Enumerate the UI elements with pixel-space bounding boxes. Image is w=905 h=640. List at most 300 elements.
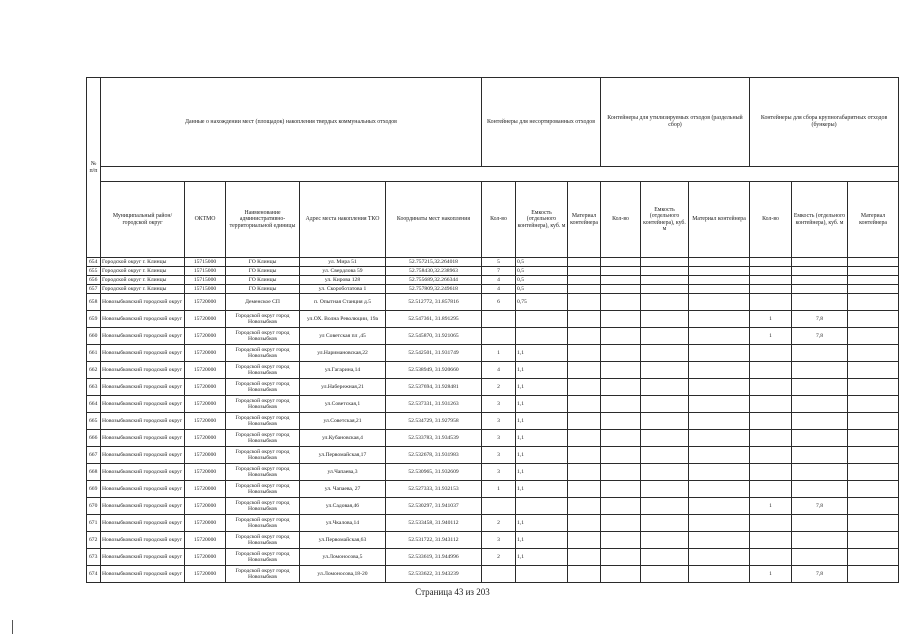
row-capacity-unsorted: 0,5 (516, 258, 568, 267)
row-count-bulky (750, 294, 792, 311)
row-coords: 52.755689,32.266344 (386, 276, 482, 285)
row-number: 659 (87, 311, 101, 328)
row-settlement: Городской округ город Новозыбков (226, 328, 300, 345)
row-material-recyclable (689, 379, 750, 396)
row-capacity-unsorted: 1,1 (516, 464, 568, 481)
row-count-recyclable (601, 413, 641, 430)
row-oktmo: 15715000 (185, 276, 226, 285)
row-oktmo: 15720000 (185, 515, 226, 532)
row-number: 657 (87, 285, 101, 294)
row-oktmo: 15720000 (185, 362, 226, 379)
row-capacity-unsorted: 1,1 (516, 532, 568, 549)
row-capacity-recyclable (641, 294, 689, 311)
row-material-unsorted (568, 294, 601, 311)
row-material-bulky (848, 267, 899, 276)
row-capacity-bulky (792, 267, 848, 276)
row-count-recyclable (601, 498, 641, 515)
row-material-bulky (848, 430, 899, 447)
row-material-recyclable (689, 498, 750, 515)
row-coords: 52.532678, 31.931983 (386, 447, 482, 464)
row-count-recyclable (601, 294, 641, 311)
row-count-unsorted: 1 (482, 345, 516, 362)
row-material-unsorted (568, 362, 601, 379)
row-material-recyclable (689, 362, 750, 379)
row-count-unsorted: 4 (482, 276, 516, 285)
row-capacity-bulky (792, 532, 848, 549)
row-material-unsorted (568, 481, 601, 498)
row-address: ул. Свердлова 59 (300, 267, 386, 276)
row-count-recyclable (601, 362, 641, 379)
row-address: ул.Советская,1 (300, 396, 386, 413)
row-coords: 52.533458, 31.940112 (386, 515, 482, 532)
row-oktmo: 15720000 (185, 464, 226, 481)
row-district: Новозыбковский городской округ (101, 413, 185, 430)
row-count-unsorted (482, 498, 516, 515)
header-group-unsorted: Контейнеры для несортированных отходов (482, 78, 601, 167)
row-number: 665 (87, 413, 101, 430)
header-group-main: Данные о нахождении мест (площадок) накопления твердых коммунальных отходов (101, 78, 482, 167)
row-coords: 52.533622, 31.943239 (386, 566, 482, 583)
row-count-bulky (750, 362, 792, 379)
row-address: ул.Садовая,46 (300, 498, 386, 515)
row-count-unsorted: 5 (482, 258, 516, 267)
row-number: 655 (87, 267, 101, 276)
row-coords: 52.531722, 31.943112 (386, 532, 482, 549)
row-capacity-recyclable (641, 276, 689, 285)
row-capacity-recyclable (641, 267, 689, 276)
row-oktmo: 15720000 (185, 294, 226, 311)
header-count-bulky: Кол-во (750, 182, 792, 258)
header-district: Муниципальный район/городской округ (101, 182, 185, 258)
row-material-bulky (848, 294, 899, 311)
row-count-bulky (750, 258, 792, 267)
row-count-recyclable (601, 276, 641, 285)
row-settlement: Деменское СП (226, 294, 300, 311)
row-address: ул.Кубановская,4 (300, 430, 386, 447)
row-address: ул.Чкалова,14 (300, 515, 386, 532)
row-count-bulky (750, 481, 792, 498)
row-capacity-recyclable (641, 566, 689, 583)
table-row (87, 328, 899, 345)
table-row (87, 515, 899, 532)
row-settlement: Городской округ город Новозыбков (226, 362, 300, 379)
row-material-recyclable (689, 294, 750, 311)
row-oktmo: 15720000 (185, 396, 226, 413)
table-row (87, 481, 899, 498)
row-material-bulky (848, 379, 899, 396)
row-count-bulky (750, 285, 792, 294)
header-spacer-cell (101, 167, 899, 182)
row-material-bulky (848, 498, 899, 515)
row-settlement: Городской округ город Новозыбков (226, 464, 300, 481)
row-number: 658 (87, 294, 101, 311)
row-material-recyclable (689, 549, 750, 566)
row-count-recyclable (601, 464, 641, 481)
row-coords: 52.527333, 31.932153 (386, 481, 482, 498)
row-capacity-recyclable (641, 481, 689, 498)
row-district: Новозыбковский городской округ (101, 362, 185, 379)
row-material-unsorted (568, 447, 601, 464)
row-capacity-recyclable (641, 549, 689, 566)
row-count-unsorted: 3 (482, 447, 516, 464)
row-oktmo: 15720000 (185, 379, 226, 396)
row-coords: 52.545870, 31.921065 (386, 328, 482, 345)
row-count-bulky (750, 413, 792, 430)
row-material-recyclable (689, 464, 750, 481)
row-district: Городской округ г. Клинцы (101, 258, 185, 267)
row-material-bulky (848, 515, 899, 532)
row-address: ул.Ломоносова,18-20 (300, 566, 386, 583)
row-count-bulky (750, 515, 792, 532)
row-material-bulky (848, 311, 899, 328)
row-capacity-bulky: 7,8 (792, 566, 848, 583)
row-count-bulky (750, 276, 792, 285)
row-capacity-unsorted: 1,1 (516, 379, 568, 396)
header-capacity-unsorted: Емкость (отдельного контейнера), куб. м (516, 182, 568, 258)
row-material-bulky (848, 447, 899, 464)
row-count-recyclable (601, 532, 641, 549)
row-material-unsorted (568, 379, 601, 396)
row-coords: 52.537331, 31.931263 (386, 396, 482, 413)
row-capacity-unsorted (516, 566, 568, 583)
row-number: 662 (87, 362, 101, 379)
row-count-unsorted (482, 328, 516, 345)
row-material-bulky (848, 549, 899, 566)
row-number: 663 (87, 379, 101, 396)
row-count-bulky (750, 447, 792, 464)
row-number: 667 (87, 447, 101, 464)
row-count-unsorted (482, 311, 516, 328)
header-row-groups (87, 78, 899, 167)
header-count-recyclable: Кол-во (601, 182, 641, 258)
row-count-bulky (750, 532, 792, 549)
row-material-unsorted (568, 430, 601, 447)
row-capacity-bulky (792, 258, 848, 267)
row-capacity-unsorted: 1,1 (516, 481, 568, 498)
row-material-recyclable (689, 328, 750, 345)
row-settlement: Городской округ город Новозыбков (226, 481, 300, 498)
row-material-bulky (848, 396, 899, 413)
row-district: Новозыбковский городской округ (101, 345, 185, 362)
row-number: 669 (87, 481, 101, 498)
row-coords: 52.537694, 31.928481 (386, 379, 482, 396)
row-district: Новозыбковский городской округ (101, 549, 185, 566)
row-oktmo: 15715000 (185, 285, 226, 294)
row-settlement: ГО Клинцы (226, 276, 300, 285)
row-capacity-bulky (792, 294, 848, 311)
row-district: Новозыбковский городской округ (101, 515, 185, 532)
row-capacity-recyclable (641, 464, 689, 481)
row-oktmo: 15720000 (185, 413, 226, 430)
row-material-unsorted (568, 413, 601, 430)
row-count-recyclable (601, 285, 641, 294)
row-count-bulky (750, 345, 792, 362)
row-settlement: Городской округ город Новозыбков (226, 549, 300, 566)
row-material-unsorted (568, 464, 601, 481)
row-capacity-bulky (792, 285, 848, 294)
row-capacity-bulky (792, 276, 848, 285)
table-row (87, 294, 899, 311)
row-capacity-unsorted (516, 498, 568, 515)
table-row (87, 396, 899, 413)
row-material-recyclable (689, 267, 750, 276)
row-number: 656 (87, 276, 101, 285)
table-row (87, 362, 899, 379)
row-capacity-unsorted: 1,1 (516, 447, 568, 464)
row-count-unsorted: 2 (482, 515, 516, 532)
row-coords: 52.533619, 31.944996 (386, 549, 482, 566)
row-coords: 52.758430,32.238963 (386, 267, 482, 276)
row-coords: 52.534729, 31.927958 (386, 413, 482, 430)
row-capacity-recyclable (641, 258, 689, 267)
row-settlement: ГО Клинцы (226, 285, 300, 294)
row-district: Новозыбковский городской округ (101, 311, 185, 328)
table-row (87, 413, 899, 430)
row-oktmo: 15720000 (185, 532, 226, 549)
header-count-unsorted: Кол-во (482, 182, 516, 258)
row-material-recyclable (689, 285, 750, 294)
table-row (87, 464, 899, 481)
row-district: Новозыбковский городской округ (101, 379, 185, 396)
header-group-bulky: Контейнеры для сбора крупногабаритных отходов (бункеры) (750, 78, 899, 167)
row-district: Новозыбковский городской округ (101, 294, 185, 311)
row-capacity-bulky (792, 549, 848, 566)
row-material-unsorted (568, 285, 601, 294)
row-district: Новозыбковский городской округ (101, 498, 185, 515)
row-material-bulky (848, 481, 899, 498)
header-material-unsorted: Материал контейнера (568, 182, 601, 258)
row-capacity-unsorted: 1,1 (516, 515, 568, 532)
row-capacity-recyclable (641, 515, 689, 532)
row-capacity-recyclable (641, 396, 689, 413)
row-material-recyclable (689, 345, 750, 362)
row-number: 668 (87, 464, 101, 481)
row-capacity-recyclable (641, 430, 689, 447)
row-capacity-bulky: 7,8 (792, 498, 848, 515)
row-oktmo: 15720000 (185, 311, 226, 328)
row-material-recyclable (689, 532, 750, 549)
row-capacity-unsorted (516, 311, 568, 328)
row-count-bulky: 1 (750, 328, 792, 345)
row-capacity-recyclable (641, 285, 689, 294)
row-count-bulky: 1 (750, 566, 792, 583)
table-row (87, 267, 899, 276)
row-oktmo: 15720000 (185, 430, 226, 447)
row-oktmo: 15720000 (185, 345, 226, 362)
row-number: 671 (87, 515, 101, 532)
table-row (87, 532, 899, 549)
row-capacity-unsorted: 1,1 (516, 549, 568, 566)
row-oktmo: 15720000 (185, 566, 226, 583)
header-oktmo: ОКТМО (185, 182, 226, 258)
row-material-recyclable (689, 413, 750, 430)
row-settlement: Городской округ город Новозыбков (226, 413, 300, 430)
row-capacity-recyclable (641, 311, 689, 328)
row-oktmo: 15720000 (185, 481, 226, 498)
row-count-unsorted: 1 (482, 481, 516, 498)
row-count-bulky (750, 549, 792, 566)
row-coords: 52.757215,32.264018 (386, 258, 482, 267)
row-count-unsorted: 2 (482, 549, 516, 566)
table-row (87, 566, 899, 583)
row-capacity-recyclable (641, 498, 689, 515)
row-material-bulky (848, 362, 899, 379)
row-capacity-recyclable (641, 447, 689, 464)
row-count-recyclable (601, 566, 641, 583)
row-count-recyclable (601, 396, 641, 413)
row-coords: 52.512772, 31.857816 (386, 294, 482, 311)
row-material-recyclable (689, 566, 750, 583)
row-material-bulky (848, 345, 899, 362)
row-count-recyclable (601, 258, 641, 267)
header-coords: Координаты мест накопления (386, 182, 482, 258)
row-material-bulky (848, 532, 899, 549)
row-material-unsorted (568, 549, 601, 566)
row-material-unsorted (568, 396, 601, 413)
row-capacity-unsorted: 1,1 (516, 396, 568, 413)
row-district: Новозыбковский городской округ (101, 396, 185, 413)
row-capacity-unsorted: 1,1 (516, 345, 568, 362)
row-count-bulky: 1 (750, 498, 792, 515)
row-material-bulky (848, 328, 899, 345)
row-capacity-bulky (792, 379, 848, 396)
row-material-recyclable (689, 396, 750, 413)
row-number: 672 (87, 532, 101, 549)
row-settlement: Городской округ город Новозыбков (226, 515, 300, 532)
page-number: Страница 43 из 203 (415, 587, 490, 597)
row-capacity-bulky (792, 447, 848, 464)
row-count-recyclable (601, 430, 641, 447)
row-settlement: Городской округ город Новозыбков (226, 311, 300, 328)
header-row-num: № п/п (87, 78, 101, 258)
table-row (87, 285, 899, 294)
row-material-bulky (848, 413, 899, 430)
row-oktmo: 15715000 (185, 258, 226, 267)
row-count-bulky (750, 379, 792, 396)
row-capacity-recyclable (641, 379, 689, 396)
margin-mark (12, 620, 13, 634)
header-capacity-bulky: Емкость (отдельного контейнера), куб. м (792, 182, 848, 258)
row-material-recyclable (689, 276, 750, 285)
table-row (87, 311, 899, 328)
row-address: ул. Кирова 128 (300, 276, 386, 285)
row-capacity-unsorted: 1,1 (516, 362, 568, 379)
row-address: ул.Ломоносова,5 (300, 549, 386, 566)
row-material-unsorted (568, 267, 601, 276)
row-count-bulky (750, 396, 792, 413)
row-material-unsorted (568, 515, 601, 532)
row-material-unsorted (568, 566, 601, 583)
row-count-bulky: 1 (750, 311, 792, 328)
row-count-unsorted: 3 (482, 532, 516, 549)
row-material-unsorted (568, 258, 601, 267)
row-coords: 52.530297, 31.941037 (386, 498, 482, 515)
header-capacity-recyclable: Емкость (отдельного контейнера), куб. м (641, 182, 689, 258)
row-oktmo: 15720000 (185, 447, 226, 464)
row-capacity-bulky (792, 396, 848, 413)
row-number: 670 (87, 498, 101, 515)
row-settlement: ГО Клинцы (226, 267, 300, 276)
row-capacity-bulky (792, 515, 848, 532)
row-capacity-recyclable (641, 413, 689, 430)
row-capacity-bulky (792, 430, 848, 447)
row-capacity-bulky: 7,8 (792, 328, 848, 345)
row-count-recyclable (601, 515, 641, 532)
row-district: Новозыбковский городской округ (101, 328, 185, 345)
row-settlement: Городской округ город Новозыбков (226, 379, 300, 396)
row-count-bulky (750, 430, 792, 447)
table-row (87, 447, 899, 464)
row-capacity-bulky (792, 362, 848, 379)
row-address: ул. Скороботатова 1 (300, 285, 386, 294)
row-capacity-bulky (792, 413, 848, 430)
row-number: 660 (87, 328, 101, 345)
row-district: Новозыбковский городской округ (101, 566, 185, 583)
header-row-spacer (87, 167, 899, 182)
row-material-recyclable (689, 430, 750, 447)
row-capacity-bulky: 7,8 (792, 311, 848, 328)
header-material-bulky: Материал контейнера (848, 182, 899, 258)
row-capacity-unsorted: 0,5 (516, 276, 568, 285)
row-capacity-unsorted: 1,1 (516, 413, 568, 430)
row-capacity-bulky (792, 464, 848, 481)
header-settlement: Наименование административно-территориальной единицы (226, 182, 300, 258)
row-oktmo: 15715000 (185, 267, 226, 276)
row-district: Новозыбковский городской округ (101, 481, 185, 498)
row-coords: 52.533783, 31.934539 (386, 430, 482, 447)
row-count-recyclable (601, 311, 641, 328)
row-number: 673 (87, 549, 101, 566)
table-row (87, 379, 899, 396)
row-address: ул.Наримановская,22 (300, 345, 386, 362)
row-address: ул Советская пл ,45 (300, 328, 386, 345)
row-oktmo: 15720000 (185, 328, 226, 345)
row-count-recyclable (601, 447, 641, 464)
row-capacity-unsorted: 0,5 (516, 285, 568, 294)
row-count-unsorted: 2 (482, 379, 516, 396)
row-material-unsorted (568, 345, 601, 362)
row-count-unsorted: 3 (482, 464, 516, 481)
row-material-recyclable (689, 447, 750, 464)
row-settlement: Городской округ город Новозыбков (226, 447, 300, 464)
row-settlement: Городской округ город Новозыбков (226, 430, 300, 447)
row-material-unsorted (568, 276, 601, 285)
header-material-recyclable: Материал контейнера (689, 182, 750, 258)
header-address: Адрес места накопления ТКО (300, 182, 386, 258)
row-count-unsorted: 4 (482, 362, 516, 379)
row-coords: 52.547361, 31.891295 (386, 311, 482, 328)
table-row (87, 276, 899, 285)
row-capacity-recyclable (641, 328, 689, 345)
row-material-unsorted (568, 532, 601, 549)
row-count-unsorted: 7 (482, 267, 516, 276)
row-district: Новозыбковский городской округ (101, 464, 185, 481)
row-district: Новозыбковский городской округ (101, 447, 185, 464)
row-capacity-recyclable (641, 362, 689, 379)
row-count-unsorted: 4 (482, 285, 516, 294)
row-count-recyclable (601, 345, 641, 362)
row-capacity-unsorted: 0,5 (516, 267, 568, 276)
row-number: 661 (87, 345, 101, 362)
row-coords: 52.530965, 31.932609 (386, 464, 482, 481)
row-count-recyclable (601, 379, 641, 396)
row-material-recyclable (689, 515, 750, 532)
row-count-unsorted: 6 (482, 294, 516, 311)
row-settlement: Городской округ город Новозыбков (226, 396, 300, 413)
row-address: ул. Чапаева, 27 (300, 481, 386, 498)
row-settlement: Городской округ город Новозыбков (226, 498, 300, 515)
row-count-unsorted (482, 566, 516, 583)
